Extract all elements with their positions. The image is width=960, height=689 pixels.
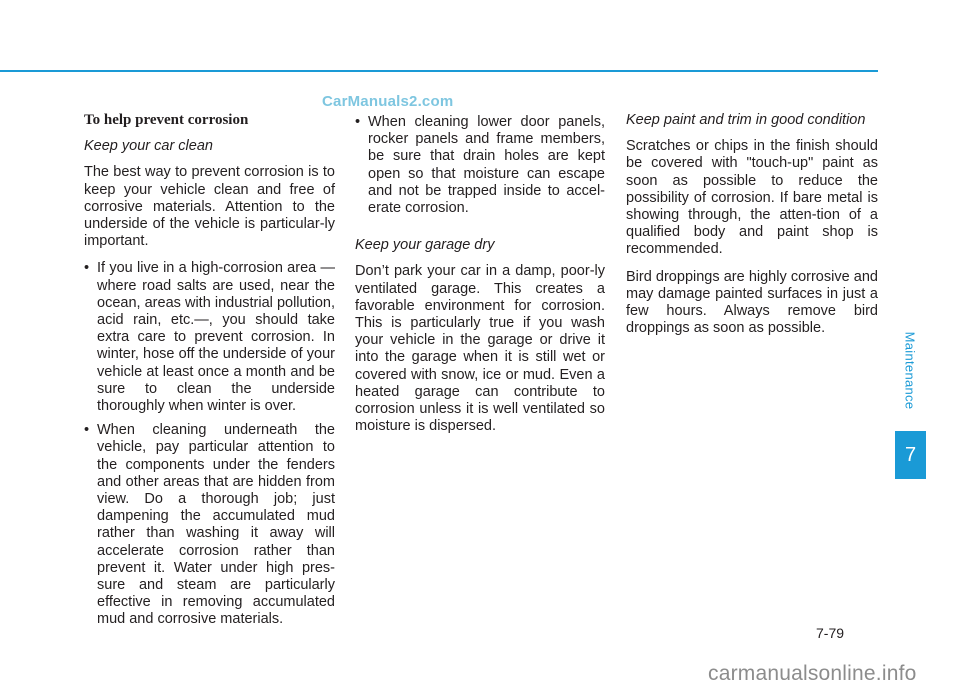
bullet-icon: • <box>355 114 361 130</box>
subhead-paint-trim: Keep paint and trim in good condition <box>626 112 866 128</box>
page-number: 7-79 <box>816 625 845 641</box>
chapter-tab <box>895 431 926 479</box>
subhead-keep-clean: Keep your car clean <box>84 138 213 155</box>
section-title: To help prevent corrosion <box>84 112 249 128</box>
bullet-icon: • <box>84 422 90 439</box>
list-item <box>84 422 335 628</box>
paragraph-garage-dry: Don’t park your car in a damp, poor-ly ventilated garage. This creates a favorable environment for corrosion. This is particularly true if you wash your vehicle in the garage or drive it into the garage when it is still wet or covered with snow, ice or mud. Even a heated garage can contribute to corrosion unless it is well ventilated so moisture is dispersed. <box>355 263 605 435</box>
column-3 <box>626 108 878 347</box>
paragraph-bird-droppings: Bird droppings are highly corrosive and may damage painted surfaces in just a few hours. Always remove bird droppings as soon as possible. <box>626 268 878 337</box>
header-rule <box>0 70 878 72</box>
chapter-side-label-text: Maintenance <box>902 331 918 409</box>
list-item <box>84 260 335 415</box>
paragraph-keep-clean: The best way to prevent corrosion is to keep your vehicle clean and free of corrosive materials. Attention to the underside of the vehicle is particular-ly important. <box>84 164 335 250</box>
chapter-side-label <box>901 310 919 430</box>
subhead-garage-dry: Keep your garage dry <box>355 237 495 254</box>
list-item-text: If you live in a high-corrosion area — where road salts are used, near the ocean, areas with industrial pollution, acid rain, etc.—, you should take extra care to prevent corrosion. In winter, hose off the underside of your vehicle at least once a month and be sure to clean the underside thoroughly when winter is over. <box>97 260 335 415</box>
chapter-number: 7 <box>904 443 917 466</box>
list-item-text: When cleaning lower door panels, rocker panels and frame members, be sure that drain holes are kept open so that moisture can escape and not be trapped inside to accel-erate corrosion. <box>368 114 605 217</box>
bullet-list-col1 <box>84 260 335 628</box>
watermark-top[interactable]: CarManuals2.com <box>322 93 454 110</box>
list-item-text: When cleaning underneath the vehicle, pay particular attention to the components under the fenders and other areas that are hidden from view. Do a thorough job; just dampening the accumulated mud rather than washing it away will accelerate corrosion rather than prevent it. Water under high pres-sure and steam are particularly effective in removing accumulated mud and corrosive materials. <box>97 422 335 628</box>
footer-watermark[interactable]: carmanualsonline.info <box>708 662 917 685</box>
column-2 <box>355 114 605 445</box>
column-1 <box>84 108 335 639</box>
bullet-list-col2 <box>355 114 605 217</box>
paragraph-paint-scratches: Scratches or chips in the finish should be covered with "touch-up" paint as soon as possible to reduce the possibility of corrosion. If bare metal is showing through, the atten-tion of a qualified body and paint shop is recommended. <box>626 138 878 258</box>
list-item <box>355 114 605 217</box>
bullet-icon: • <box>84 260 90 277</box>
